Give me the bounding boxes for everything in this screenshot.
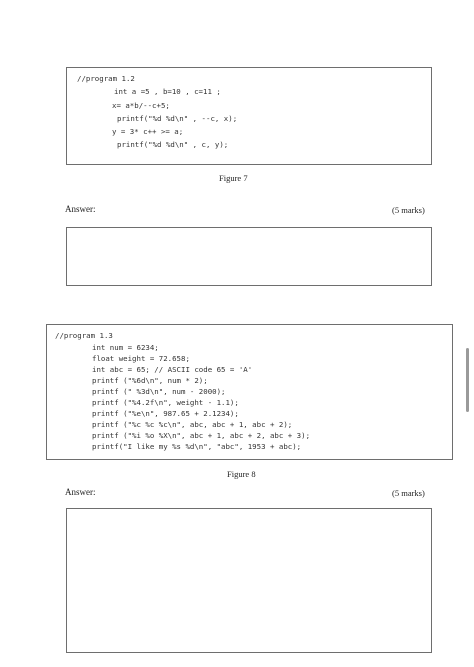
marks-label: (5 marks) [392, 488, 425, 498]
answer-label: Answer: [65, 204, 96, 214]
answer-box[interactable] [66, 508, 432, 653]
code-box-program-1-2 [66, 67, 432, 165]
code-line: int a =5 , b=10 , c=11 ; [114, 87, 221, 96]
figure-caption: Figure 8 [227, 469, 256, 479]
code-line: printf("%d %d\n" , c, y); [117, 140, 229, 149]
code-line: printf("%d %d\n" , --c, x); [117, 114, 238, 123]
marks-label: (5 marks) [392, 205, 425, 215]
code-line: printf ("%i %o %X\n", abc + 1, abc + 2, abc + 3); [92, 431, 311, 440]
code-line: y = 3* c++ >= a; [112, 127, 184, 136]
code-line: int abc = 65; // ASCII code 65 = 'A' [92, 365, 253, 374]
code-line: printf("I like my %s %d\n", "abc", 1953 + abc); [92, 442, 302, 451]
code-line: printf ("%c %c %c\n", abc, abc + 1, abc + 2); [92, 420, 293, 429]
code-line: x= a*b/--c+5; [112, 101, 170, 110]
scrollbar-thumb[interactable] [466, 348, 469, 412]
code-line: printf (" %3d\n", num - 2000); [92, 387, 226, 396]
code-line: float weight = 72.658; [92, 354, 190, 363]
code-comment: //program 1.2 [77, 74, 135, 83]
code-line: printf ("%e\n", 987.65 + 2.1234); [92, 409, 239, 418]
code-comment: //program 1.3 [55, 331, 113, 340]
answer-box[interactable] [66, 227, 432, 286]
code-line: printf ("%4.2f\n", weight - 1.1); [92, 398, 239, 407]
code-line: int num = 6234; [92, 343, 159, 352]
figure-caption: Figure 7 [219, 173, 248, 183]
code-box-program-1-3 [46, 324, 453, 460]
code-line: printf ("%6d\n", num * 2); [92, 376, 208, 385]
answer-label: Answer: [65, 487, 96, 497]
